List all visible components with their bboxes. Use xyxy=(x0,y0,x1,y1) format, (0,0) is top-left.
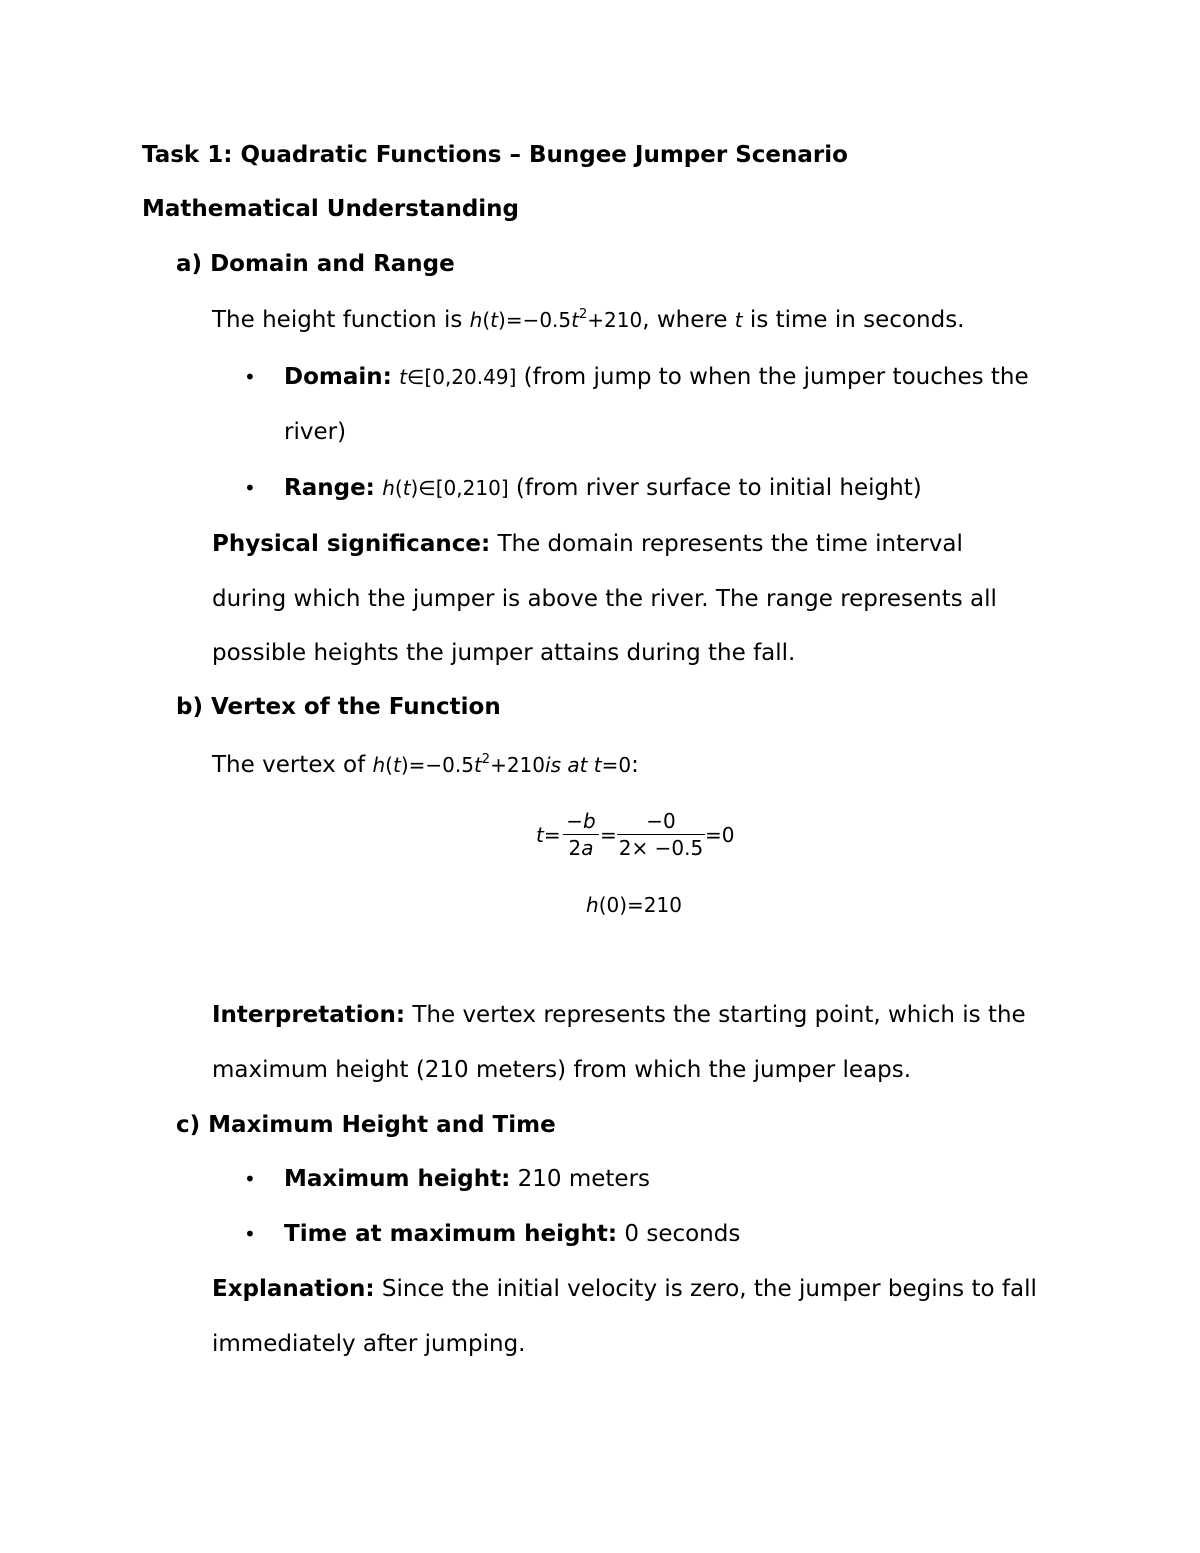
interpretation-line-1 xyxy=(212,1000,1026,1030)
height-function-formula: $h(t)=-0.5t^2+210$ xyxy=(469,307,643,332)
domain-formula: t∈[0,20.49] xyxy=(399,365,517,389)
explanation-line-1 xyxy=(212,1274,1037,1304)
interpretation-line-2: maximum height (210 meters) from which the jumper leaps. xyxy=(212,1057,912,1083)
document-title: Task 1: Quadratic Functions – Bungee Jumper Scenario xyxy=(142,142,848,168)
explanation-line-2: immediately after jumping. xyxy=(212,1331,526,1357)
significance-line-2: during which the jumper is above the river. The range represents all xyxy=(212,586,997,612)
domain-label: Domain: xyxy=(284,364,392,390)
explanation-label: Explanation: xyxy=(212,1276,375,1302)
eq-fraction-1-numerator: −b xyxy=(566,809,596,833)
part-a-heading xyxy=(176,249,455,279)
max-height-label: Maximum height: xyxy=(284,1166,511,1192)
vertex-formula: $h(t)=-0.5t^2+210is$ at t=0 xyxy=(372,752,632,777)
part-b-label: b) xyxy=(176,694,203,720)
domain-text-line1: (from jump to when the jumper touches the xyxy=(516,364,1029,390)
eq-fraction-1 xyxy=(563,808,599,861)
intro-after: is time in seconds. xyxy=(742,307,965,333)
domain-text-line2: river) xyxy=(284,419,347,445)
significance-text-1: The domain represents the time interval xyxy=(490,531,963,557)
max-height-value: 210 meters xyxy=(510,1166,651,1192)
part-b-heading xyxy=(176,692,501,722)
vertex-after: : xyxy=(631,752,639,778)
part-a-label: a) xyxy=(176,251,203,277)
interpretation-text-1: The vertex represents the starting point, which is the xyxy=(405,1002,1026,1028)
bullet-time: • xyxy=(244,1222,256,1246)
eq-result: =0 xyxy=(705,823,735,847)
bullet-domain: • xyxy=(244,365,256,389)
part-a-title: Domain and Range xyxy=(210,251,455,277)
part-c-title: Maximum Height and Time xyxy=(208,1112,556,1138)
part-c-heading xyxy=(176,1110,556,1140)
eq-equals: = xyxy=(600,823,617,847)
h0-formula: h(0)=210 xyxy=(586,893,682,917)
time-value: 0 seconds xyxy=(617,1221,741,1247)
intro-variable: t xyxy=(734,308,743,332)
significance-line-1 xyxy=(212,529,963,559)
part-b-title: Vertex of the Function xyxy=(211,694,501,720)
range-formula: h(t)∈[0,210] xyxy=(382,476,509,500)
intro-before: The height function is xyxy=(212,307,470,333)
height-function-intro xyxy=(212,305,965,335)
eq-t: t= xyxy=(536,823,561,847)
bullet-range: • xyxy=(244,476,256,500)
bullet-max-height: • xyxy=(244,1167,256,1191)
vertex-intro xyxy=(212,750,639,780)
section-heading: Mathematical Understanding xyxy=(142,196,520,222)
interpretation-label: Interpretation: xyxy=(212,1002,406,1028)
domain-item xyxy=(284,362,1029,392)
time-label: Time at maximum height: xyxy=(284,1221,618,1247)
time-item xyxy=(284,1219,740,1249)
eq-fraction-1-denominator: 2a xyxy=(568,836,594,860)
range-label: Range: xyxy=(284,475,375,501)
range-text: (from river surface to initial height) xyxy=(508,475,922,501)
eq-fraction-2-numerator: −0 xyxy=(646,809,676,833)
eq-fraction-2 xyxy=(617,808,705,861)
explanation-text-1: Since the initial velocity is zero, the jumper begins to fall xyxy=(374,1276,1037,1302)
eq-fraction-2-denominator: 2× −0.5 xyxy=(618,836,704,860)
significance-line-3: possible heights the jumper attains during the fall. xyxy=(212,640,796,666)
range-item xyxy=(284,473,922,503)
max-height-item xyxy=(284,1164,650,1194)
significance-label: Physical significance: xyxy=(212,531,491,557)
intro-middle: , where xyxy=(642,307,735,333)
vertex-before: The vertex of xyxy=(212,752,373,778)
part-c-label: c) xyxy=(176,1112,201,1138)
